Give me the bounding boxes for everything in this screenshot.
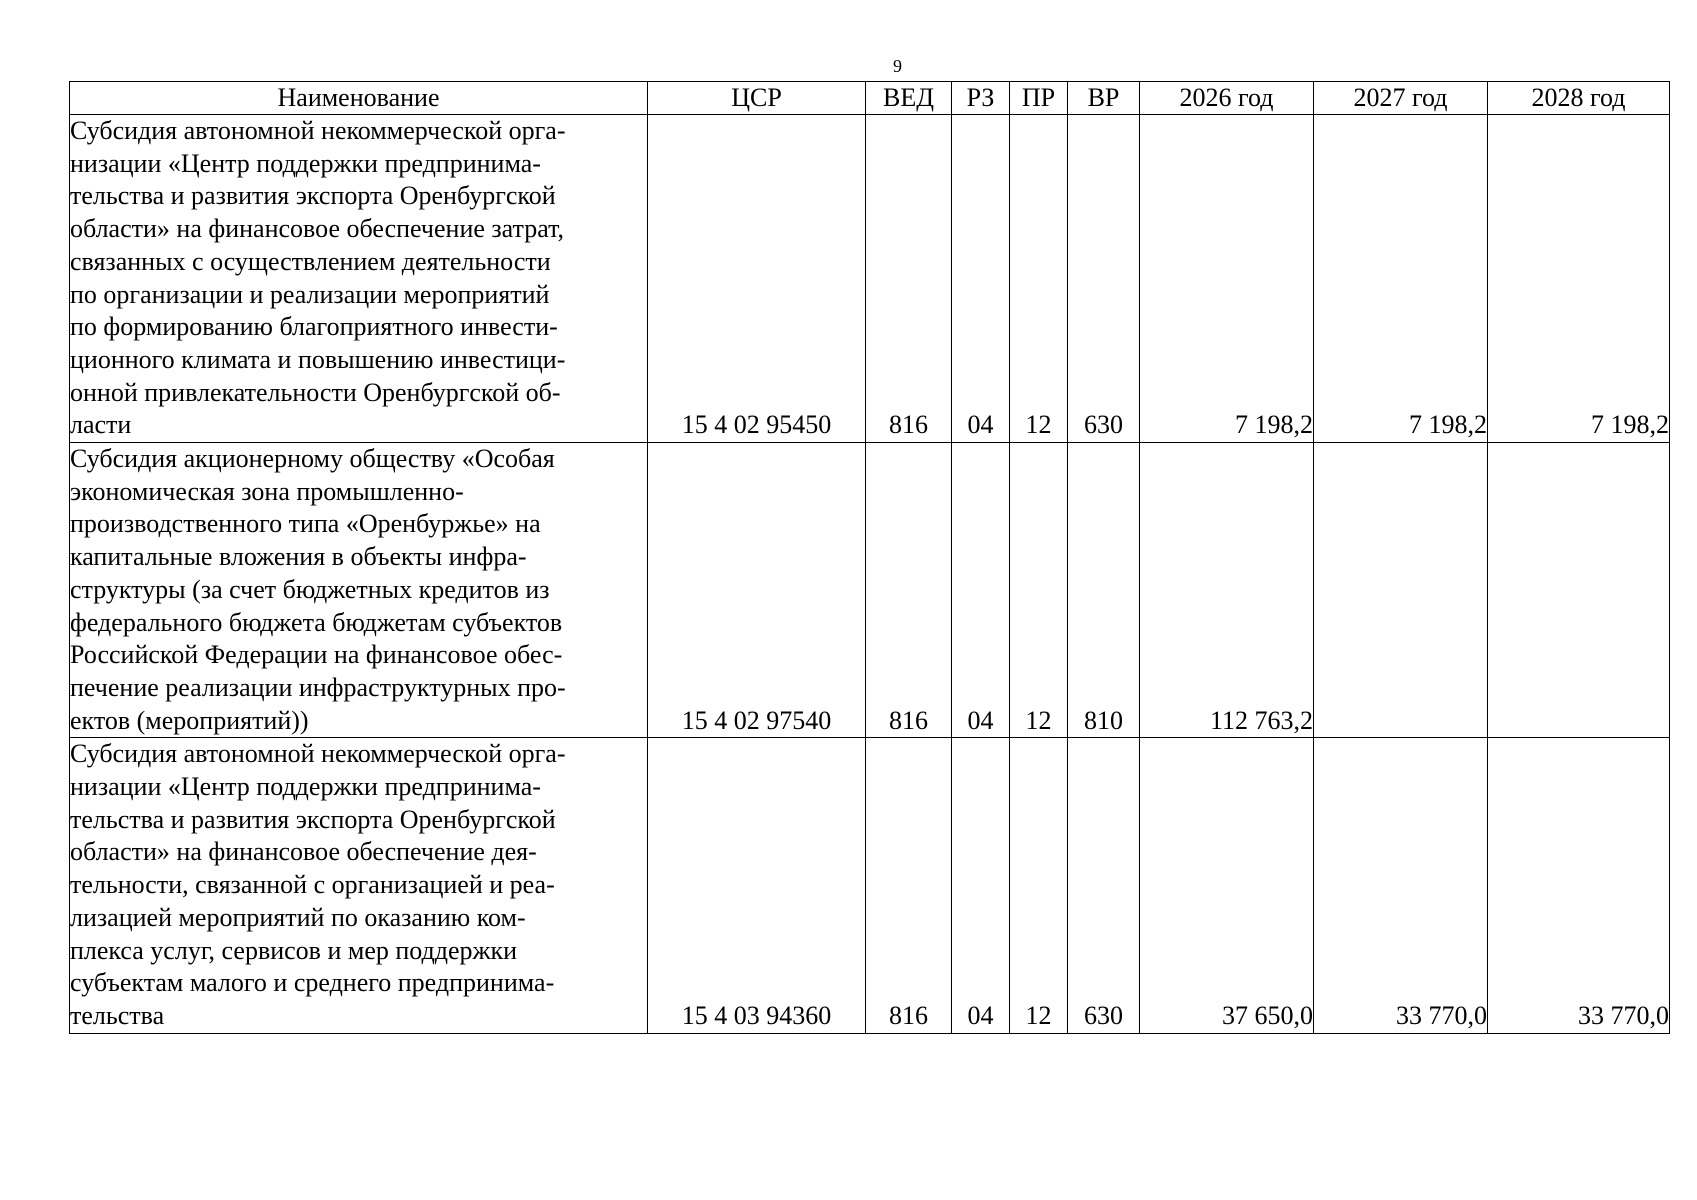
name-line: плекса услуг, сервисов и мер поддержки [70, 935, 518, 965]
name-line: производственного типа «Оренбуржье» на [70, 509, 541, 539]
table-body [70, 115, 1670, 1034]
header-2028: 2028 год [1488, 82, 1670, 115]
header-2027: 2027 год [1314, 82, 1488, 115]
name-line: структуры (за счет бюджетных кредитов из [70, 574, 550, 604]
pr-cell: 12 [1010, 115, 1068, 443]
name-line: Субсидия автономной некоммерческой орга- [70, 739, 566, 769]
name-line: печение реализации инфраструктурных про- [70, 672, 566, 702]
table-row [70, 115, 1670, 443]
vr-cell: 630 [1068, 115, 1140, 443]
vr-cell: 810 [1068, 443, 1140, 738]
name-line: тельности, связанной с организацией и реа- [70, 870, 555, 900]
header-pr: ПР [1010, 82, 1068, 115]
rz-cell: 04 [952, 115, 1010, 443]
name-line: Субсидия автономной некоммерческой орга- [70, 116, 566, 145]
name-line: капитальные вложения в объекты инфра- [70, 542, 527, 572]
name-line: тельства и развития экспорта Оренбургской [70, 181, 556, 211]
header-ved: ВЕД [866, 82, 952, 115]
name-line: субъектам малого и среднего предпринима- [70, 968, 555, 998]
header-row [70, 82, 1670, 115]
header-name: Наименование [70, 82, 648, 115]
rz-cell: 04 [952, 443, 1010, 738]
name-line: тельства и развития экспорта Оренбургской [70, 804, 556, 834]
name-line: по формированию благоприятного инвести- [70, 312, 558, 342]
amount-2026-cell: 37 650,0 [1140, 738, 1314, 1033]
amount-2026-cell: 112 763,2 [1140, 443, 1314, 738]
amount-2028-cell: 33 770,0 [1488, 738, 1670, 1033]
name-line: лизацией мероприятий по оказанию ком- [70, 902, 526, 932]
table-row [70, 738, 1670, 1033]
name-line: связанных с осуществлением деятельности [70, 246, 551, 276]
amount-2027-cell: 7 198,2 [1314, 115, 1488, 443]
pr-cell: 12 [1010, 443, 1068, 738]
name-line: экономическая зона промышленно- [70, 476, 464, 506]
csr-cell: 15 4 02 95450 [648, 115, 866, 443]
name-line: по организации и реализации мероприятий [70, 279, 550, 309]
amount-2027-cell [1314, 443, 1488, 738]
name-line: ласти [70, 410, 132, 440]
header-2026: 2026 год [1140, 82, 1314, 115]
ved-cell: 816 [866, 443, 952, 738]
name-line: онной привлекательности Оренбургской об- [70, 377, 561, 407]
csr-cell: 15 4 02 97540 [648, 443, 866, 738]
name-line: федерального бюджета бюджетам субъектов [70, 607, 563, 637]
table-row [70, 443, 1670, 738]
name-line: ционного климата и повышению инвестици- [70, 344, 566, 374]
page-number: 9 [893, 56, 902, 76]
header-vr: ВР [1068, 82, 1140, 115]
row-name-cell [70, 738, 648, 1033]
row-name-cell [70, 115, 648, 443]
table-header [70, 82, 1670, 115]
ved-cell: 816 [866, 738, 952, 1033]
name-line: области» на финансовое обеспечение затрат, [70, 214, 564, 244]
name-line: низации «Центр поддержки предпринима- [70, 148, 541, 178]
rz-cell: 04 [952, 738, 1010, 1033]
name-line: Российской Федерации на финансовое обес- [70, 640, 563, 670]
amount-2026-cell: 7 198,2 [1140, 115, 1314, 443]
header-rz: РЗ [952, 82, 1010, 115]
pr-cell: 12 [1010, 738, 1068, 1033]
amount-2028-cell: 7 198,2 [1488, 115, 1670, 443]
name-line: низации «Центр поддержки предпринима- [70, 772, 541, 802]
row-name-cell [70, 443, 648, 738]
vr-cell: 630 [1068, 738, 1140, 1033]
csr-cell: 15 4 03 94360 [648, 738, 866, 1033]
ved-cell: 816 [866, 115, 952, 443]
amount-2027-cell: 33 770,0 [1314, 738, 1488, 1033]
name-line: Субсидия акционерному обществу «Особая [70, 444, 555, 474]
name-line: тельства [70, 1000, 165, 1030]
name-line: ектов (мероприятий)) [70, 705, 309, 735]
budget-table [69, 81, 1670, 1034]
header-csr: ЦСР [648, 82, 866, 115]
amount-2028-cell [1488, 443, 1670, 738]
name-line: области» на финансовое обеспечение дея- [70, 837, 537, 867]
